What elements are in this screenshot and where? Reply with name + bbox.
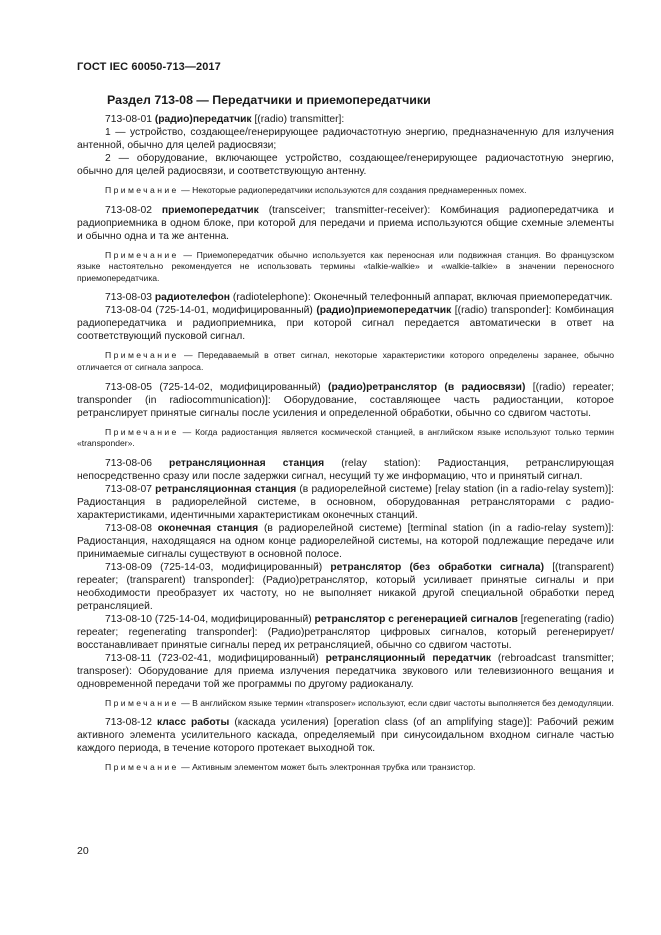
entry-definition: [(radio) transponder]: Комбинация радиопередатчика и радиоприемника, при которой сигнал передается автоматически в ответ на соответствующий пусковой сигнал. [77,305,614,343]
definition-item-2: 2 — оборудование, включающее устройство, создающее/генерирующее радиочастотную энергию, обычно для целей радиосвязи, и соответствующую антенну. [77,153,614,177]
entry-term: класс работы [156,717,230,729]
note-713-08-11 [77,698,614,710]
term-entry-713-08-08 [77,522,614,561]
entry-definition: (rebroadcast transmitter; transposer): Оборудование для приема излучения передатчика звукового или телевизионного вещания и одновременной передачи той же программы по другому радиоканалу. [77,652,614,690]
term-entry-713-08-07 [77,483,614,522]
entry-number: 713-08-07 [105,483,156,495]
entry-definition: [regenerating (radio) repeater; regenerating transponder]: (Радио)ретранслятор цифровых сигналов, который регенерирует/восстанавливает принятые сигналы перед их ретрансляцией, обычно со сдвигом частоты. [77,613,615,651]
note-text: — Некоторые радиопередатчики используются для создания преднамеренных помех. [178,185,527,195]
term-entry-713-08-01 [77,113,614,126]
note-text: — Активным элементом может быть электронная трубка или транзистор. [178,762,476,773]
entry-number: 713-08-03 [105,292,155,304]
entry-term: оконечная станция [157,522,259,534]
note-text: — Приемопередатчик обычно используется как переносная или подвижная станция. Во французском языке настоятельно рекомендуется не использовать термины «talkie-walkie» и «walkie-talkie» в значении переносного приемопередатчика. [77,249,614,283]
note-713-08-04 [77,350,614,373]
definition-item-1: 1 — устройство, создающее/генерирующее радиочастотную энергию, предназначенную для излучения антенной, обычно для целей радиосвязи; [77,127,614,151]
entry-term: ретрансляционный передатчик [325,652,492,664]
entry-number: 713-08-08 [105,522,158,534]
note-713-08-02 [77,250,614,285]
note-713-08-01 [77,185,614,197]
entry-definition: [(transparent) repeater; (transparent) transponder]: (Радио)ретранслятор, который усиливает принятые сигналы и при необходимости преобразует их частоту, но не выполняет никакой другой специальной обработки перед ретрансляцией. [77,561,615,612]
entry-definition: (radiotelephone): Оконечный телефонный аппарат, включая приемопередатчик. [230,292,613,304]
entry-term: (радио)ретранслятор (в радиосвязи) [328,381,526,393]
entry-term: (радио)передатчик [154,114,252,125]
entry-definition: (в радиорелейной системе) [relay station (in a radio-relay system)]: Радиостанция в радиорелейной системе, в основном, оборудованная ретрансляторами с радио-характеристиками, идентичными характеристикам оконечных станций. [77,483,614,521]
note-713-08-12 [77,762,614,774]
entry-number: 713-08-12 [105,717,157,729]
note-label: Примечание [105,697,179,708]
entry-term: ретрансляционная станция [169,457,325,469]
entry-definition: (transceiver; transmitter-receiver): Комбинация радиопередатчика и радиоприемника в одном блоке, при которой для передачи и приема используются общие схемные элементы и обычно одна и та же антенна. [77,204,614,242]
entry-number: 713-08-09 (725-14-03, модифицированный) [105,561,331,573]
note-label: Примечание [105,185,179,195]
entry-number: 713-08-06 [105,457,170,469]
entry-number: 713-08-10 (725-14-04, модифицированный) [105,613,315,625]
page-number: 20 [77,845,89,857]
entry-term: ретранслятор с регенерацией сигналов [314,613,518,625]
note-text: — Когда радиостанция является космической станцией, в английском языке используют только термин «transponder». [77,426,614,449]
entry-number: 713-08-01 [105,114,155,125]
entry-number: 713-08-05 (725-14-02, модифицированный) [105,381,329,393]
term-entry-713-08-10 [77,613,614,652]
term-entry-713-08-09 [77,561,614,613]
entry-term: радиотелефон [154,292,231,304]
document-body [77,113,614,781]
note-713-08-05 [77,427,614,450]
entry-number: 713-08-11 (723-02-41, модифицированный) [105,652,326,664]
term-entry-713-08-04 [77,304,614,343]
term-entry-713-08-02 [77,204,614,243]
term-entry-713-08-05 [77,381,614,420]
entry-definition: [(radio) transmitter]: [251,114,345,125]
entry-definition: [(radio) repeater; transponder (in radiocommunication)]: Оборудование, составляющее часть радиостанции, которое ретранслирует принятые сигналы после усиления и определенной обработки, обычно со сдвигом частоты. [77,381,614,419]
standard-header: ГОСТ IEC 60050-713—2017 [77,61,221,73]
term-entry-713-08-11 [77,652,614,691]
term-entry-713-08-06 [77,457,614,483]
term-entry-713-08-12 [77,716,614,755]
entry-definition: (relay station): Радиостанция, ретранслирующая непосредственно сразу или после задержки сигнал, несущий ту же информацию, что и принятый сигнал. [77,457,614,482]
note-text: — Передаваемый в ответ сигнал, некоторые характеристики которого определены заранее, обычно отличается от сигнала запроса. [77,350,614,372]
note-label: Примечание [105,762,179,773]
entry-definition: (в радиорелейной системе) [terminal station (in a radio-relay system)]: Радиостанция, находящаяся на одном конце радиорелейной системы, на которой подлежащие передаче или принимаемые сигналы существуют в основной полосе. [77,522,614,560]
section-title: Раздел 713-08 — Передатчики и приемопередатчики [107,93,431,107]
note-label: Примечание [105,249,179,260]
entry-term: (радио)приемопередатчик [316,305,452,317]
entry-term: ретрансляционная станция [155,483,297,495]
entry-number: 713-08-04 (725-14-01, модифицированный) [105,305,317,317]
note-label: Примечание [105,350,179,361]
entry-number: 713-08-02 [105,204,162,216]
note-text: — В английском языке термин «transposer» используют, если сдвиг частоты выполняется без демодуляции. [178,697,614,708]
entry-term: ретранслятор (без обработки сигнала) [330,561,545,573]
term-entry-713-08-03 [77,291,614,304]
entry-definition: (каскада усиления) [operation class (of an amplifying stage)]: Рабочий режим активного элемента усилительного каскада, определяемый при синусоидальном входном сигнале частью каждого периода, в течение которого протекает выходной ток. [77,717,614,755]
note-label: Примечание [105,426,179,437]
entry-term: приемопередатчик [161,204,259,216]
